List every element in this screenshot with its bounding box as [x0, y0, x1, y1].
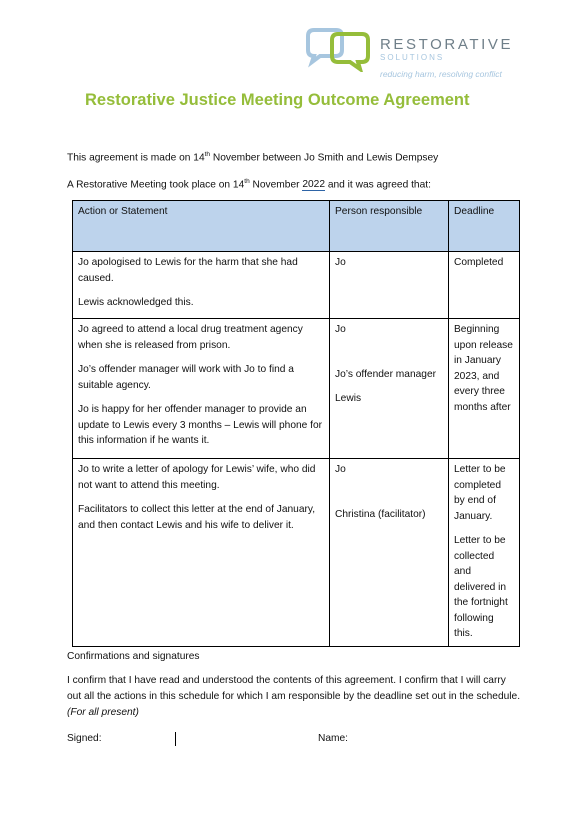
row-1-deadline — [449, 252, 520, 319]
row-1-person — [330, 252, 449, 319]
row-2-person-text-1: Jo — [335, 324, 346, 335]
logo-wordmark: RESTORATIVE — [380, 36, 514, 53]
row-3-person-text-2: Christina (facilitator) — [335, 508, 426, 520]
confirmation-text-line-2: out all the actions in this schedule for which I am responsible by the deadline set out in the schedule. — [67, 691, 521, 702]
row-3-deadline — [449, 459, 520, 647]
row-2-action-text-3: Jo is happy for her offender manager to provide an update to Lewis every 3 months – Lewis will phone for this information if he wants it. — [78, 404, 323, 446]
speech-bubbles-logo-icon — [304, 26, 376, 72]
table-row — [73, 319, 520, 459]
confirmation-text-line-1: I confirm that I have read and understood the contents of this agreement. I confirm that I will carry — [67, 675, 506, 686]
name-label: Name: — [318, 733, 349, 744]
intro-line-2-mid: November — [249, 179, 303, 191]
row-1-action-text-1: Jo apologised to Lewis for the harm that she had caused. — [78, 257, 298, 284]
header-action: Action or Statement — [73, 201, 330, 252]
row-3-action — [73, 459, 330, 647]
table-row — [73, 459, 520, 647]
header-person: Person responsible — [330, 201, 449, 252]
table-row — [73, 252, 520, 319]
confirmation-note: (For all present) — [67, 707, 139, 718]
row-2-person — [330, 319, 449, 459]
signature-field[interactable] — [175, 732, 176, 746]
row-2-deadline — [449, 319, 520, 459]
row-1-action — [73, 252, 330, 319]
header-deadline: Deadline — [449, 201, 520, 252]
row-2-action-text-1: Jo agreed to attend a local drug treatment agency when she is released from prison. — [78, 324, 303, 351]
intro-line-2 — [67, 178, 431, 190]
row-1-person-text: Jo — [335, 257, 346, 268]
row-1-deadline-text: Completed — [454, 257, 504, 268]
confirmations-heading: Confirmations and signatures — [67, 651, 200, 662]
intro-line-1 — [67, 151, 438, 163]
signed-label: Signed: — [67, 733, 102, 744]
row-3-person — [330, 459, 449, 647]
intro-line-2-pre: A Restorative Meeting took place on 14 — [67, 179, 245, 191]
company-logo — [304, 26, 524, 86]
row-3-action-text-2: Facilitators to collect this letter at the end of January, and then contact Lewis and his wife to deliver it. — [78, 504, 316, 531]
table-header-row — [73, 201, 520, 252]
row-2-person-text-2: Jo’s offender manager — [335, 368, 436, 380]
logo-subtitle: SOLUTIONS — [380, 53, 445, 62]
agreement-table — [72, 200, 520, 647]
row-2-action — [73, 319, 330, 459]
row-2-action-text-2: Jo’s offender manager will work with Jo to find a suitable agency. — [78, 364, 294, 391]
row-2-deadline-text: Beginning upon release in January 2023, and every three months after — [454, 324, 513, 413]
intro-line-1-post: November between Jo Smith and Lewis Dempsey — [210, 152, 439, 164]
row-1-action-text-2: Lewis acknowledged this. — [78, 297, 194, 308]
intro-line-1-pre: This agreement is made on 14 — [67, 152, 205, 164]
row-3-deadline-text-2: Letter to be collected and delivered in the fortnight following this. — [454, 535, 508, 639]
intro-line-2-sup: th — [244, 178, 250, 185]
intro-line-1-sup: th — [204, 151, 211, 158]
row-3-person-text-1: Jo — [335, 464, 346, 475]
intro-line-2-post: and it was agreed that: — [325, 179, 431, 191]
row-2-person-text-3: Lewis — [335, 393, 362, 404]
row-3-action-text-1: Jo to write a letter of apology for Lewis’ wife, who did not want to attend this meeting. — [78, 464, 316, 491]
logo-tagline: reducing harm, resolving conflict — [380, 69, 502, 79]
document-title: Restorative Justice Meeting Outcome Agreement — [85, 91, 470, 109]
intro-line-2-year: 2022 — [302, 179, 326, 191]
row-3-deadline-text-1: Letter to be completed by end of January. — [454, 464, 506, 522]
